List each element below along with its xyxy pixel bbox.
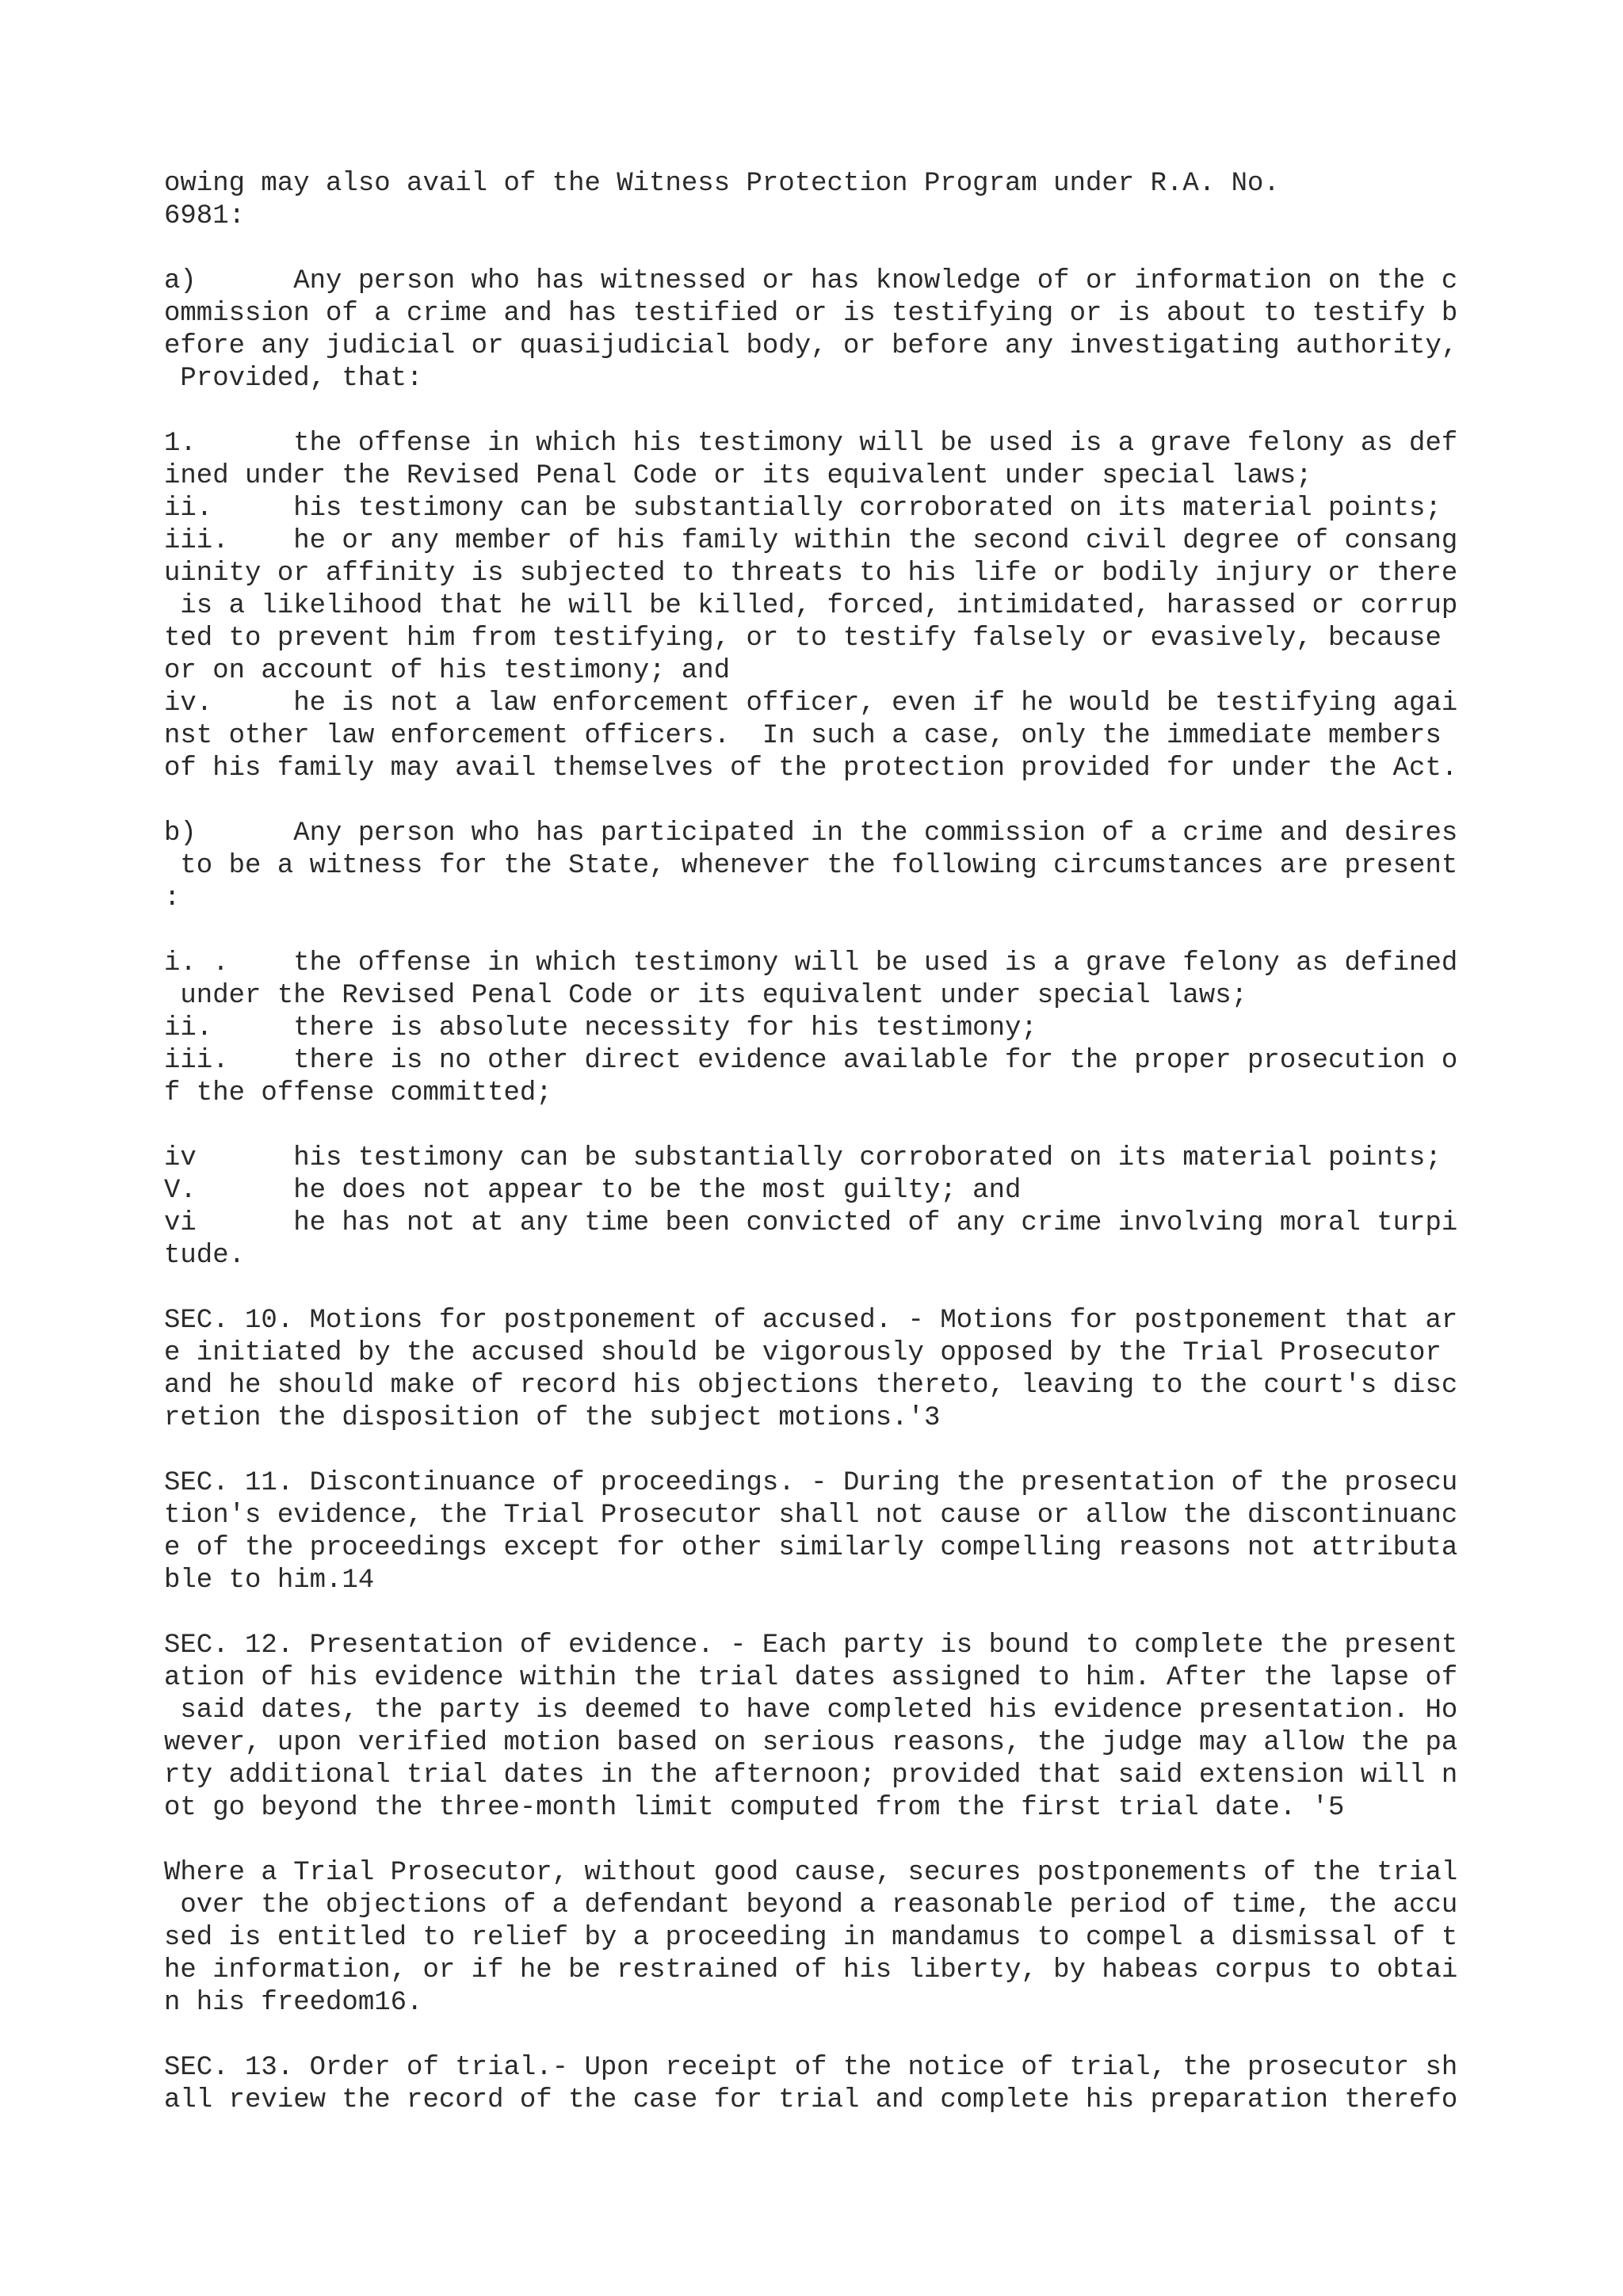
text-line: 1. the offense in which his testimony will be used is a grave felony as def <box>164 429 1458 459</box>
text-line: and he should make of record his objections thereto, leaving to the court's disc <box>164 1371 1458 1401</box>
text-line: 6981: <box>164 201 246 231</box>
text-line: ined under the Revised Penal Code or its equivalent under special laws; <box>164 461 1312 491</box>
text-line: he information, or if he be restrained of his liberty, by habeas corpus to obtai <box>164 1955 1458 1985</box>
text-line: ation of his evidence within the trial dates assigned to him. After the lapse of <box>164 1663 1458 1693</box>
text-line: to be a witness for the State, whenever the following circumstances are present <box>164 851 1458 881</box>
text-line: V. he does not appear to be the most guilty; and <box>164 1176 1022 1206</box>
blank-line <box>164 2019 1503 2052</box>
text-line: iii. he or any member of his family within the second civil degree of consang <box>164 526 1458 556</box>
blank-line <box>164 395 1503 428</box>
text-line: ii. there is absolute necessity for his testimony; <box>164 1013 1037 1043</box>
blank-line <box>164 1272 1503 1305</box>
text-line: over the objections of a defendant beyond a reasonable period of time, the accu <box>164 1890 1458 1920</box>
text-line: of his family may avail themselves of the protection provided for under the Act. <box>164 753 1458 784</box>
text-line: or on account of his testimony; and <box>164 656 731 686</box>
text-line: sed is entitled to relief by a proceeding in mandamus to compel a dismissal of t <box>164 1923 1458 1953</box>
text-line: wever, upon verified motion based on serious reasons, the judge may allow the pa <box>164 1728 1458 1758</box>
text-line: : <box>164 883 181 913</box>
text-line: all review the record of the case for trial and complete his preparation therefo <box>164 2085 1458 2115</box>
text-line: ii. his testimony can be substantially corroborated on its material points; <box>164 494 1442 524</box>
text-line: SEC. 12. Presentation of evidence. - Each party is bound to complete the present <box>164 1630 1458 1661</box>
text-line: SEC. 11. Discontinuance of proceedings. - During the presentation of the prosecu <box>164 1468 1458 1498</box>
blank-line <box>164 1597 1503 1630</box>
text-line: iv. he is not a law enforcement officer, even if he would be testifying agai <box>164 688 1458 719</box>
text-line: f the offense committed; <box>164 1078 552 1108</box>
text-line: retion the disposition of the subject motions.'3 <box>164 1403 941 1433</box>
text-line: n his freedom16. <box>164 1988 423 2018</box>
text-line: ted to prevent him from testifying, or to testify falsely or evasively, because <box>164 624 1442 654</box>
blank-line <box>164 233 1503 265</box>
blank-line <box>164 1435 1503 1467</box>
text-line: b) Any person who has participated in the commission of a crime and desires <box>164 818 1458 849</box>
text-line: owing may also avail of the Witness Protection Program under R.A. No. <box>164 169 1280 199</box>
text-line: uinity or affinity is subjected to threats to his life or bodily injury or there <box>164 559 1458 589</box>
text-line: efore any judicial or quasijudicial body, or before any investigating authority, <box>164 331 1458 361</box>
text-line: tion's evidence, the Trial Prosecutor shall not cause or allow the discontinuanc <box>164 1501 1458 1531</box>
text-line: Where a Trial Prosecutor, without good cause, secures postponements of the trial <box>164 1858 1458 1888</box>
blank-line <box>164 785 1503 818</box>
text-line: iv his testimony can be substantially corroborated on its material points; <box>164 1143 1442 1173</box>
blank-line <box>164 1825 1503 1857</box>
text-line: nst other law enforcement officers. In such a case, only the immediate members <box>164 721 1442 751</box>
text-line: said dates, the party is deemed to have completed his evidence presentation. Ho <box>164 1695 1458 1726</box>
text-line: ble to him.14 <box>164 1566 375 1596</box>
text-line: i. . the offense in which testimony will be used is a grave felony as defined <box>164 948 1458 978</box>
text-line: ot go beyond the three-month limit computed from the first trial date. '5 <box>164 1793 1345 1823</box>
text-line: a) Any person who has witnessed or has knowledge of or information on the c <box>164 266 1458 296</box>
text-line: tude. <box>164 1241 246 1271</box>
text-line: Provided, that: <box>164 364 423 394</box>
text-line: is a likelihood that he will be killed, forced, intimidated, harassed or corrup <box>164 591 1458 621</box>
text-line: SEC. 10. Motions for postponement of accused. - Motions for postponement that ar <box>164 1306 1458 1336</box>
blank-line <box>164 915 1503 948</box>
document-page <box>164 168 1503 2117</box>
text-line: rty additional trial dates in the afternoon; provided that said extension will n <box>164 1760 1458 1791</box>
text-line: e of the proceedings except for other similarly compelling reasons not attributa <box>164 1533 1458 1563</box>
text-line: e initiated by the accused should be vigorously opposed by the Trial Prosecutor <box>164 1338 1442 1368</box>
blank-line <box>164 1110 1503 1142</box>
text-line: ommission of a crime and has testified or is testifying or is about to testify b <box>164 299 1458 329</box>
text-line: SEC. 13. Order of trial.- Upon receipt of the notice of trial, the prosecutor sh <box>164 2053 1458 2083</box>
text-line: iii. there is no other direct evidence available for the proper prosecution o <box>164 1046 1458 1076</box>
text-line: under the Revised Penal Code or its equivalent under special laws; <box>164 981 1248 1011</box>
text-line: vi he has not at any time been convicted of any crime involving moral turpi <box>164 1208 1458 1238</box>
